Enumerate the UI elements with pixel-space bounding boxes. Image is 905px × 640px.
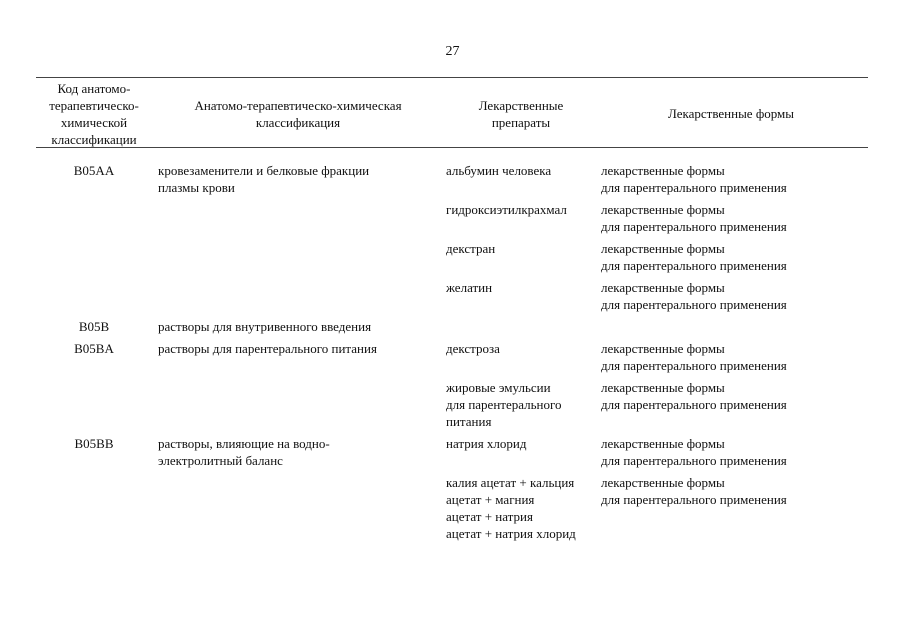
- form-line: лекарственные формы: [601, 380, 725, 395]
- drug-name: [446, 162, 596, 179]
- drug-name: [446, 474, 596, 542]
- dosage-form: [601, 162, 861, 196]
- form-line: для парентерального применения: [601, 453, 787, 468]
- drug-line: питания: [446, 414, 492, 429]
- dosage-form: [601, 435, 861, 469]
- drug-line: желатин: [446, 280, 493, 295]
- dosage-form: [601, 279, 861, 313]
- classification-text: [158, 162, 438, 196]
- form-line: для парентерального применения: [601, 297, 787, 312]
- drug-line: декстран: [446, 241, 496, 256]
- form-line: лекарственные формы: [601, 163, 725, 178]
- classification-line: плазмы крови: [158, 180, 235, 195]
- drug-line: альбумин человека: [446, 163, 552, 178]
- drug-name: [446, 379, 596, 430]
- drug-line: жировые эмульсии: [446, 380, 551, 395]
- table-top-rule: [36, 77, 868, 78]
- dosage-form: [601, 379, 861, 413]
- header-bottom-rule: [36, 147, 868, 148]
- classification-line: растворы, влияющие на водно-: [158, 436, 330, 451]
- dosage-form: [601, 340, 861, 374]
- header-code-line: Код анатомо-: [57, 81, 131, 96]
- header-code: [36, 80, 152, 148]
- header-code-line: химической: [60, 115, 128, 130]
- classification-text: [158, 435, 438, 469]
- form-line: для парентерального применения: [601, 397, 787, 412]
- drug-line: гидроксиэтилкрахмал: [446, 202, 567, 217]
- header-drugs: [446, 97, 596, 131]
- dosage-form: [601, 201, 861, 235]
- drug-line: ацетат + натрия хлорид: [446, 526, 576, 541]
- header-classification-line: классификация: [255, 115, 341, 130]
- form-line: лекарственные формы: [601, 475, 725, 490]
- classification-line: электролитный баланс: [158, 453, 283, 468]
- form-line: для парентерального применения: [601, 180, 787, 195]
- drug-name: [446, 279, 596, 296]
- drug-line: калия ацетат + кальция: [446, 475, 575, 490]
- drug-name: [446, 201, 596, 218]
- drug-line: для парентерального: [446, 397, 562, 412]
- form-line: лекарственные формы: [601, 341, 725, 356]
- header-drugs-line: препараты: [491, 115, 551, 130]
- dosage-form: [601, 474, 861, 508]
- header-classification: [158, 97, 438, 131]
- form-line: для парентерального применения: [601, 219, 787, 234]
- dosage-form: [601, 240, 861, 274]
- atc-code: B05AA: [73, 163, 115, 178]
- form-line: лекарственные формы: [601, 436, 725, 451]
- classification-text: [158, 340, 438, 357]
- atc-code: B05BB: [74, 436, 114, 451]
- classification-text: [158, 318, 438, 335]
- form-line: для парентерального применения: [601, 258, 787, 273]
- form-line: лекарственные формы: [601, 241, 725, 256]
- header-classification-line: Анатомо-терапевтическо-химическая: [194, 98, 402, 113]
- header-code-line: классификации: [51, 132, 137, 147]
- atc-code: B05B: [78, 319, 110, 334]
- form-line: лекарственные формы: [601, 280, 725, 295]
- classification-line: растворы для внутривенного введения: [158, 319, 372, 334]
- page-number: 27: [445, 44, 460, 59]
- drug-line: натрия хлорид: [446, 436, 527, 451]
- header-code-line: терапевтическо-: [49, 98, 139, 113]
- drug-line: ацетат + натрия: [446, 509, 533, 524]
- form-line: для парентерального применения: [601, 358, 787, 373]
- atc-code: B05BA: [74, 341, 114, 356]
- form-line: лекарственные формы: [601, 202, 725, 217]
- drug-name: [446, 240, 596, 257]
- header-drugs-line: Лекарственные: [478, 98, 564, 113]
- classification-line: растворы для парентерального питания: [158, 341, 377, 356]
- header-forms: Лекарственные формы: [667, 106, 795, 121]
- drug-name: [446, 435, 596, 452]
- classification-line: кровезаменители и белковые фракции: [158, 163, 370, 178]
- form-line: для парентерального применения: [601, 492, 787, 507]
- drug-line: декстроза: [446, 341, 500, 356]
- drug-line: ацетат + магния: [446, 492, 535, 507]
- drug-name: [446, 340, 596, 357]
